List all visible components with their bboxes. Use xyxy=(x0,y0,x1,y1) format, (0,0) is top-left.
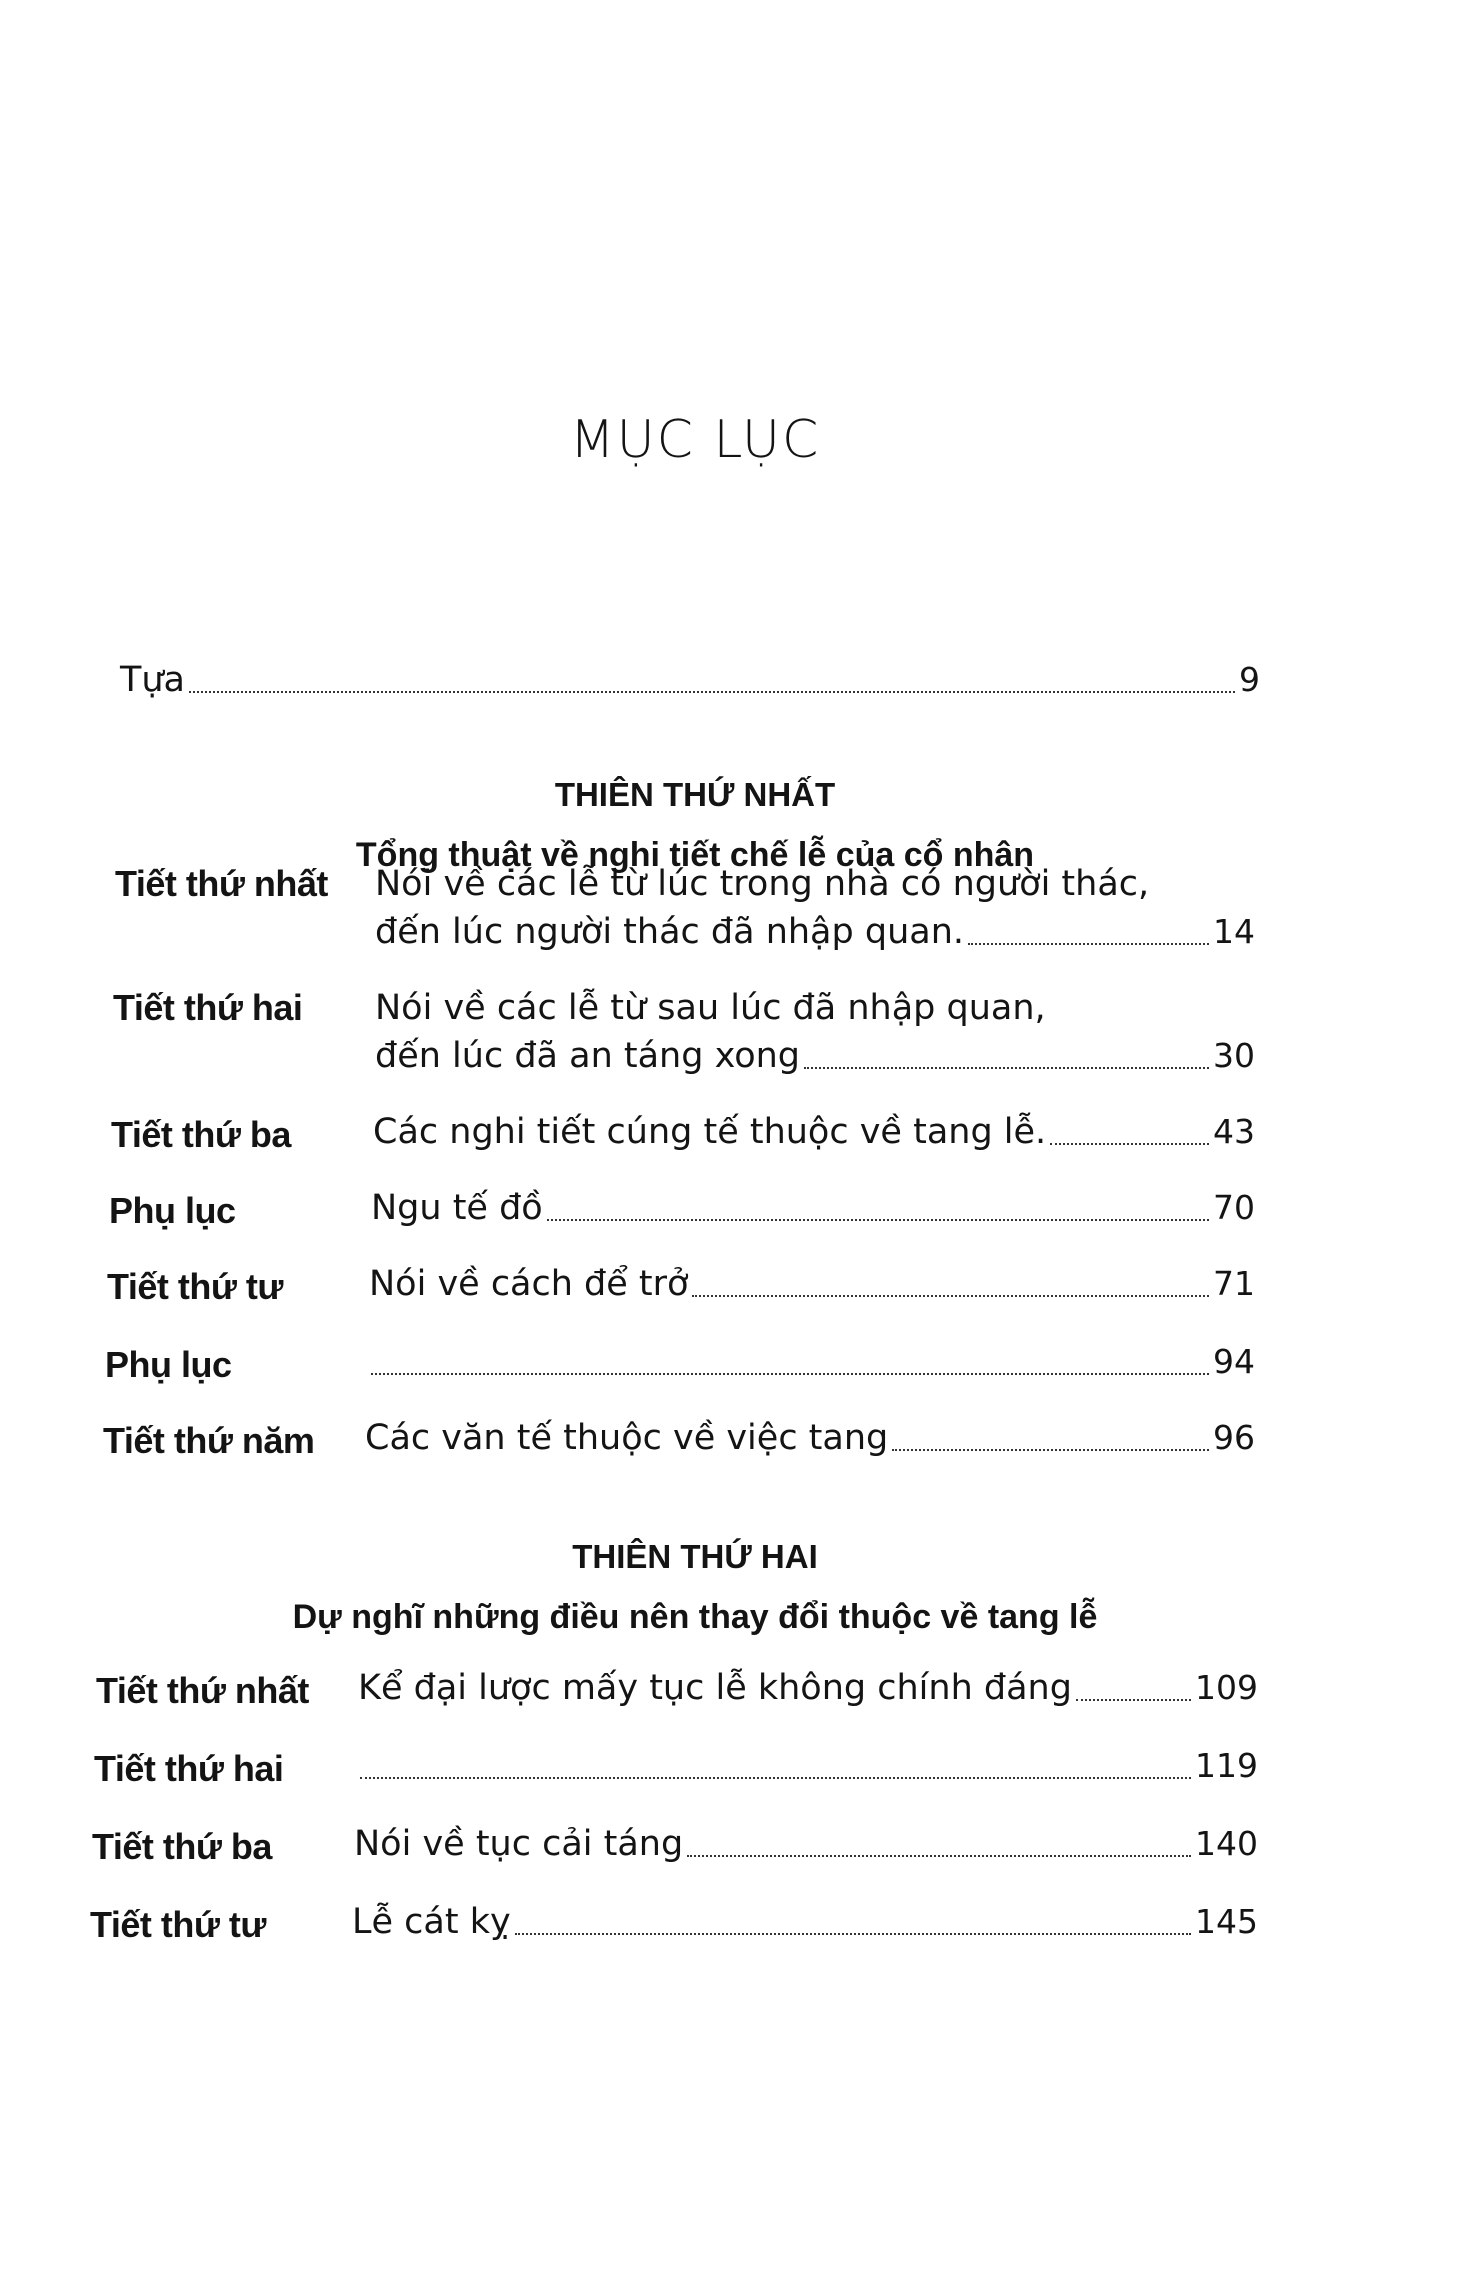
page-number: 109 xyxy=(1195,1668,1258,1707)
page-number: 71 xyxy=(1213,1264,1255,1303)
dot-leader xyxy=(360,1776,1191,1779)
entry-text: Nói về cách để trở xyxy=(369,1264,689,1304)
toc-entry xyxy=(92,1820,1258,1868)
toc-entry xyxy=(115,860,1255,956)
toc-entry xyxy=(94,1742,1258,1790)
part2-heading-block xyxy=(0,1527,1390,1647)
entry-text: Ngu tế đồ xyxy=(371,1188,543,1228)
page-number: 94 xyxy=(1213,1342,1255,1381)
entry-label: Tiết thứ ba xyxy=(111,1114,291,1155)
dot-leader xyxy=(687,1854,1191,1857)
toc-entry xyxy=(111,1108,1255,1156)
page-number: 96 xyxy=(1213,1418,1255,1457)
toc-entry xyxy=(105,1338,1255,1386)
page-title: MỤC LỤC xyxy=(569,410,821,470)
entry-text: Tựa xyxy=(120,660,186,700)
entry-text: đến lúc đã an táng xong xyxy=(375,1036,801,1076)
page-number: 14 xyxy=(1213,912,1255,951)
page-number: 70 xyxy=(1213,1188,1255,1227)
entry-label: Tiết thứ tư xyxy=(107,1266,283,1307)
entry-label: Phụ lục xyxy=(105,1344,232,1385)
entry-label: Tiết thứ nhất xyxy=(115,863,328,904)
dot-leader xyxy=(968,942,1209,945)
toc-entry xyxy=(103,1414,1255,1462)
entry-text: đến lúc người thác đã nhập quan. xyxy=(375,912,965,952)
toc-entry xyxy=(90,1898,1258,1946)
page-number: 145 xyxy=(1195,1902,1258,1941)
entry-text: Các nghi tiết cúng tế thuộc về tang lễ. xyxy=(373,1112,1047,1152)
dot-leader xyxy=(371,1372,1209,1375)
toc-entry-intro xyxy=(120,656,1260,704)
toc-entry xyxy=(107,1260,1255,1308)
entry-text: Lễ cát kỵ xyxy=(352,1902,511,1942)
dot-leader xyxy=(1050,1142,1209,1145)
dot-leader xyxy=(804,1066,1209,1069)
entry-label: Tiết thứ năm xyxy=(103,1420,315,1461)
dot-leader xyxy=(692,1294,1209,1297)
entry-text: Các văn tế thuộc về việc tang xyxy=(365,1418,889,1458)
entry-label: Tiết thứ ba xyxy=(92,1826,272,1867)
entry-label: Tiết thứ hai xyxy=(113,987,303,1028)
page-number: 30 xyxy=(1213,1036,1255,1075)
entry-text: Nói về tục cải táng xyxy=(354,1824,684,1864)
page-number: 119 xyxy=(1195,1746,1258,1785)
toc-entry xyxy=(109,1184,1255,1232)
entry-text-line: Nói về các lễ từ sau lúc đã nhập quan, xyxy=(375,988,1046,1028)
toc-entry xyxy=(113,984,1255,1080)
dot-leader xyxy=(189,690,1235,693)
dot-leader xyxy=(547,1218,1209,1221)
part-heading: THIÊN THỨ HAI xyxy=(572,1538,818,1575)
dot-leader xyxy=(892,1448,1209,1451)
toc-entry xyxy=(96,1664,1258,1712)
entry-label: Tiết thứ hai xyxy=(94,1748,284,1789)
dot-leader xyxy=(1076,1698,1191,1701)
page-number: 9 xyxy=(1239,660,1260,699)
dot-leader xyxy=(515,1932,1191,1935)
part-subheading: Tổng thuật về nghi tiết chế lễ của cổ nhân xyxy=(355,836,1035,874)
entry-text: Kể đại lược mấy tục lễ không chính đáng xyxy=(358,1668,1072,1708)
part-heading: THIÊN THỨ NHẤT xyxy=(554,776,836,813)
page-number: 140 xyxy=(1195,1824,1258,1863)
part-subheading: Dự nghĩ những điều nên thay đổi thuộc về tang lễ xyxy=(292,1598,1098,1636)
page-number: 43 xyxy=(1213,1112,1255,1151)
entry-label: Phụ lục xyxy=(109,1190,236,1231)
entry-label: Tiết thứ tư xyxy=(90,1904,266,1945)
entry-text-line: Nói về các lễ từ lúc trong nhà có người thác, xyxy=(375,864,1150,904)
entry-label: Tiết thứ nhất xyxy=(96,1670,309,1711)
